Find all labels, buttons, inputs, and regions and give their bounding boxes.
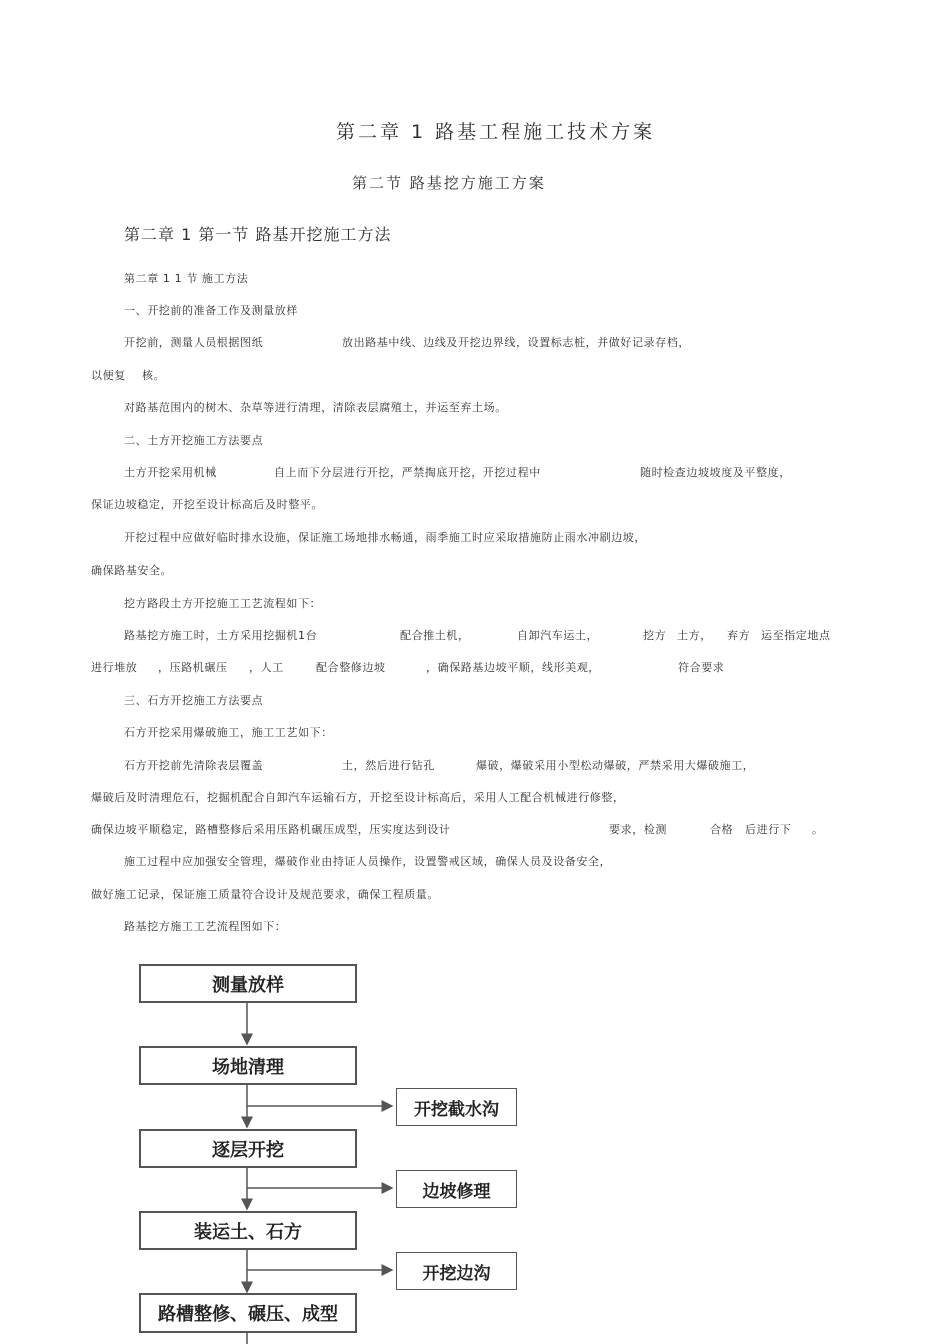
text-line-15: 石方开挖采用爆破施工，施工工艺如下： (124, 726, 333, 739)
text-line-2: 一、开挖前的准备工作及测量放样 (124, 304, 298, 317)
text-line-20: 做好施工记录，保证施工质量符合设计及规范要求，确保工程质量。 (91, 888, 439, 901)
text-line-1: 第二章 1 1 节 施工方法 (124, 272, 249, 285)
flow-step-site-clearing: 场地清理 (139, 1046, 357, 1085)
flow-step-trench-finishing: 路槽整修、碾压、成型 (139, 1293, 357, 1333)
document-title: 第二章 1 路基工程施工技术方案 (336, 121, 656, 143)
text-line-6: 二、土方开挖施工方法要点 (124, 434, 264, 447)
text-line-17: 爆破后及时清理危石，挖掘机配合自卸汽车运输石方，开挖至设计标高后，采用人工配合机械进行修整， (91, 791, 625, 804)
flow-side-slope-repair: 边坡修理 (396, 1170, 517, 1208)
flow-step-survey: 测量放样 (139, 964, 357, 1003)
text-line-10: 确保路基安全。 (91, 564, 173, 577)
flow-side-intercept-ditch: 开挖截水沟 (396, 1088, 517, 1126)
section-heading: 第二章 1 第一节 路基开挖施工方法 (124, 225, 392, 244)
text-line-9: 开挖过程中应做好临时排水设施，保证施工场地排水畅通，雨季施工时应采取措施防止雨水冲刷边坡， (124, 531, 646, 544)
text-line-21: 路基挖方施工工艺流程图如下： (124, 920, 287, 933)
text-line-5: 对路基范围内的树木、杂草等进行清理，清除表层腐殖土，并运至弃土场。 (124, 401, 507, 414)
text-line-19: 施工过程中应加强安全管理，爆破作业由持证人员操作，设置警戒区域，确保人员及设备安全， (124, 855, 612, 868)
document-page: 第二章 1 路基工程施工技术方案 第二节 路基挖方施工方案 第二章 1 第一节 路基开挖施工方法 第二章 1 1 节 施工方法 一、开挖前的准备工作及测量放样 开挖前，测量人员根据图纸 放出路基中线、边线及开挖边界线，设置标志桩，并做好记录存档， 以便复 核。 对路基范围内的树木、杂草等进行清理，清除表层腐殖土，并运至弃土场。 二、土方开挖施工方法要点 土方开挖采用机械 自上而下分层进行开挖，严禁掏底开挖，开挖过程中 随时检查边坡坡度及平整度， 保证边坡稳定，开挖至设计标高后及时整平。 开挖过程中应做好临时排水设施，保证施工场地排水畅通，雨季施工时应采取措施防止雨水冲刷边坡， 确保路基安全。 挖方路段土方开挖施工工艺流程如下： 路基挖方施工时，土方采用挖掘机1台 配合推土机， 自卸汽车运土， 挖方 土方， 弃方 运至指定地点 进行堆放 ，压路机碾压 ，人工 配合整修边坡 ，确保路基边坡平顺，线形美观， 符合要求 三、石方开挖施工方法要点 石方开挖采用爆破施工，施工工艺如下： 石方开挖前先清除表层覆盖 土，然后进行钻孔 爆破，爆破采用小型松动爆破，严禁采用大爆破施工， 爆破后及时清理危石，挖掘机配合自卸汽车运输石方，开挖至设计标高后，采用人工配合机械进行修整， 确保边坡平顺稳定，路槽整修后采用压路机碾压成型，压实度达到设计 要求，检测 合格 后进行下 。 施工过程中应加强安全管理，爆破作业由持证人员操作，设置警戒区域，确保人员及设备安全， 做好施工记录，保证施工质量符合设计及规范要求，确保工程质量。 路基挖方施工工艺流程图如下： 测量放样 场地清理 逐层开挖 装运土、石方 路槽整修、碾压、成型 开挖截水沟 边坡修理 开挖边沟 (0, 0, 950, 1344)
text-line-11: 挖方路段土方开挖施工工艺流程如下： (124, 597, 322, 610)
text-line-8: 保证边坡稳定，开挖至设计标高后及时整平。 (91, 498, 323, 511)
text-line-14: 三、石方开挖施工方法要点 (124, 694, 264, 707)
flow-side-side-ditch: 开挖边沟 (396, 1252, 517, 1290)
document-subtitle: 第二节 路基挖方施工方案 (352, 174, 546, 192)
flow-step-layered-excavation: 逐层开挖 (139, 1129, 357, 1168)
flow-step-load-transport: 装运土、石方 (139, 1211, 357, 1250)
